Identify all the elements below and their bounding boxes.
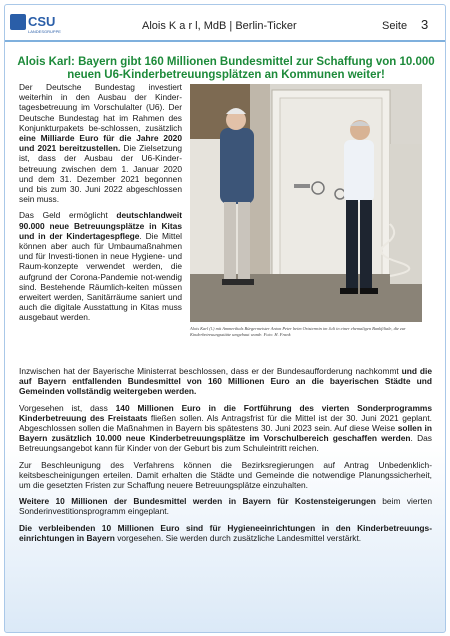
page-header: [4, 4, 446, 50]
paragraph-1: Der Deutsche Bundestag investiert weiterhin in den Ausbau der Kinder-tagesbetreuung im Vorschulalter (U6). Der Deutsche Bundestag hat im Rahmen des Konjunkturpakets be-schlossen, zusätzlich eine Milliarde Euro für die Jahre 2020 und 2021 bereitzustellen. Die Zielsetzung ist, dass der Ausbau der U6-Kinder-betreuung zwischen dem 1. Januar 2020 und dem 31. Dezember 2021 begonnen und bis zum 30. Juni 2022 abgeschlossen sein muss.: [19, 82, 182, 205]
photo-caption: Alois Karl (l.) mit Ammerthals Bürgermeister Anton Peter beim Ortstermin im Juli in einer ehemaligen Bankfiliale, die zur Kinderbetreuungsstätte umgebaut wurde. Foto: H. Frank: [190, 326, 406, 337]
paragraph-6: Weitere 10 Millionen der Bundesmittel werden in Bayern für Kostensteigerungen beim vierten Sonderinvestitionsprogramm eingeplant.: [19, 496, 432, 517]
paragraph-7: Die verbleibenden 10 Millionen Euro sind für Hygieneeinrichtungen in den Kinderbetreuungs-einrichtungen in Bayern vorgesehen. Sie werden durch zusätzliche Landesmittel verstärkt.: [19, 522, 432, 543]
full-width-body: [19, 366, 432, 549]
paragraph-2: Das Geld ermöglicht deutschlandweit 90.000 neue Betreuungsplätze in Kitas und in der Kindertagespflege. Die Mittel können aber auch für Umbaumaßnahmen und für Investi-tionen in neue Hygiene- und Raum-konzepte verwendet werden, die aufgrund der Corona-Pandemie not-wendig sind. Bestehende Räumlich-keiten müssen erweitert werden, Sanitärräume saniert und auch die digitale Ausstattung in Kitas muss ausgebaut werden.: [19, 210, 182, 323]
csu-lion-icon: [10, 14, 26, 30]
left-column: [19, 82, 182, 329]
page-number: 3: [421, 17, 429, 32]
article-photo: [190, 84, 422, 322]
logo-text: CSU: [28, 14, 56, 29]
page-label: Seite: [382, 20, 408, 32]
header-title: Alois K a r l, MdB | Berlin-Ticker: [142, 20, 297, 32]
paragraph-3: Inzwischen hat der Bayerische Ministerrat beschlossen, dass er der Bundesaufforderung nachkommt und die auf Bayern entfallenden Bundesmittel von 160 Millionen Euro an die bayerischen Städte und Gemeinden vollständig weitergeben werden.: [19, 366, 432, 397]
paragraph-5: Zur Beschleunigung des Verfahrens können die Bezirksregierungen auf Antrag Unbedenklich-keitsbescheinigungen erteilen. Damit erhalten die Städte und Gemeinde die notwendige Planungssicherheit, um die gesetzten Fristen zur Schaffung neuere Betreuungsplätze einzuhalten.: [19, 459, 432, 491]
header-divider: [5, 40, 445, 42]
logo-subtext: LANDESGRUPPE: [28, 29, 61, 34]
paragraph-4: Vorgesehen ist, dass 140 Millionen Euro in die Fortführung des vierten Sonderprogramms Kinderbetreuung des Freistaats fließen sollen. Als Antragsfrist für die Mittel ist der 30. Juni 2021 geplant. Abgeschlossen sollen die Maßnahmen in Bayern bis spätestens 30. Juni 2023 sein. Auf diese Weise sollen in Bayern zusätzlich 10.000 neue Kinderbetreuungsplätze im Vorschulbereich geschaffen werden. Das Betreuungsangebot kann für Kinder von der Geburt bis zum Schuleintritt reichen.: [19, 402, 433, 454]
article-title: Alois Karl: Bayern gibt 160 Millionen Bundesmittel zur Schaffung von 10.000 neuen U6-Kinderbetreuungsplätzen an Kommunen weiter!: [17, 56, 435, 81]
